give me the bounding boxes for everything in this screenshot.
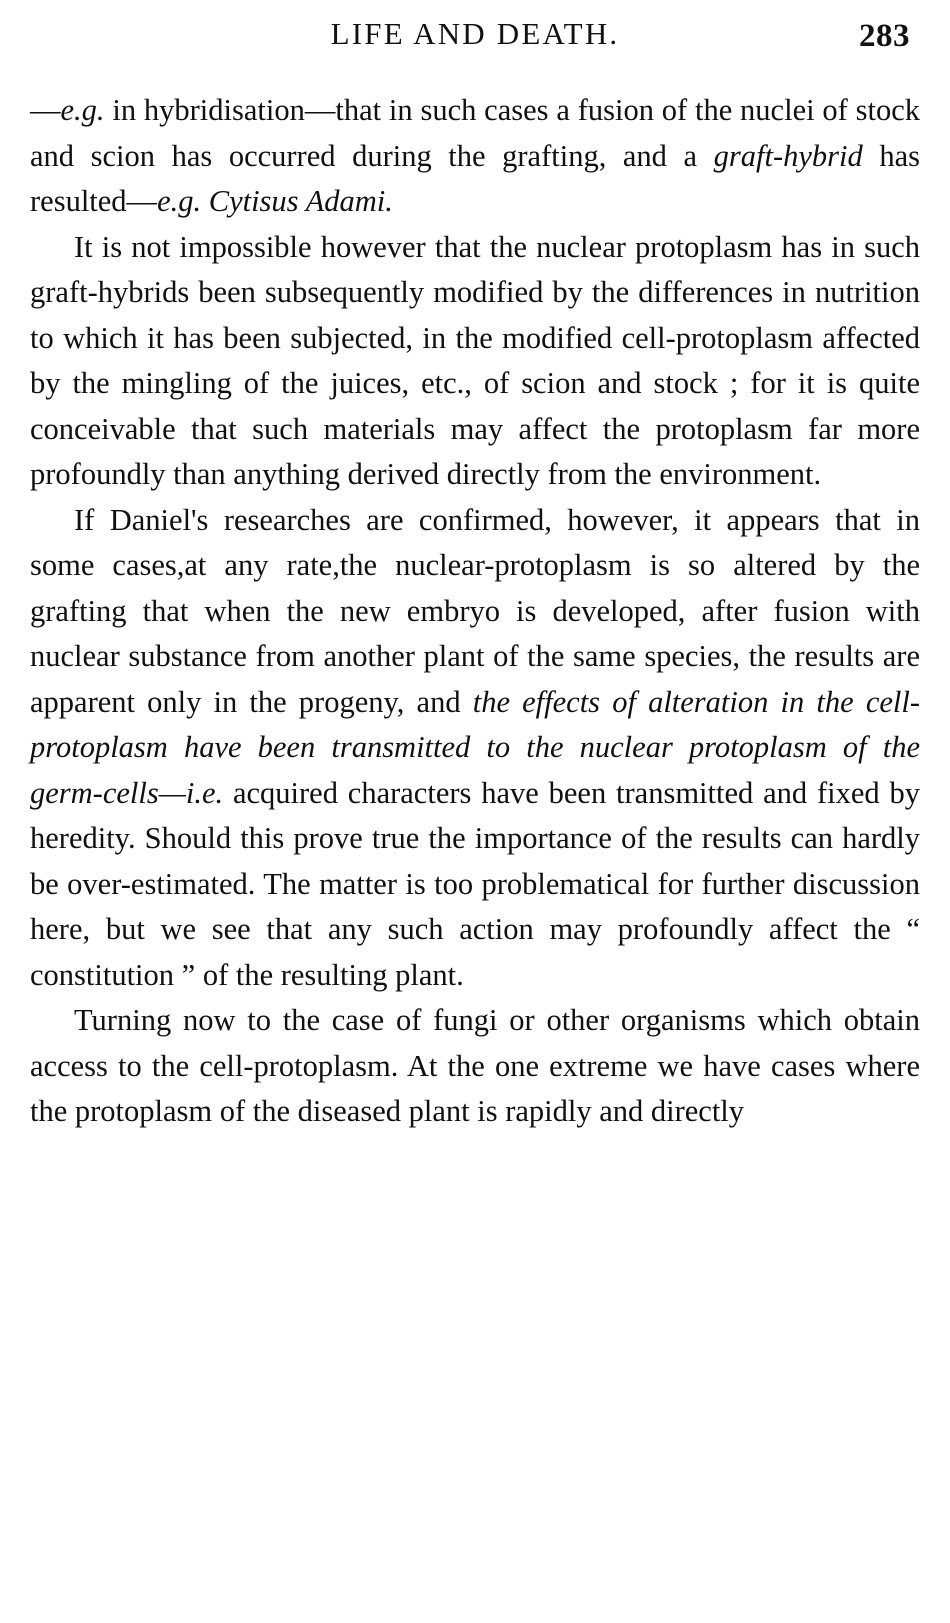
text-run: It is not impossible however that the nuclear protoplasm has in such graft-hybrids been subsequently modified by the differences in nutrition to which it has been subjected, in the modified cell-protoplasm affected by the mingling of the juices, etc., of scion and stock ; for it is quite conceivable that such materials may affect the protoplasm far more profoundly than anything derived directly from the environment. <box>30 229 920 491</box>
text-run: has resulted— <box>30 138 920 218</box>
paragraph <box>30 998 920 1135</box>
paragraph <box>30 498 920 999</box>
italic-run: e.g. Cytisus Adami. <box>157 184 393 218</box>
text-run: Turning now to the case of fungi or other organisms which obtain access to the cell-protoplasm. At the one extreme we have cases where the protoplasm of the diseased plant is rapidly and directly <box>30 1003 920 1128</box>
italic-run: the effects of alteration in the cell-protoplasm have been transmitted to the nuclear protoplasm of the germ-cells—i.e. <box>30 684 920 810</box>
page-header <box>36 16 914 70</box>
document-page <box>0 16 950 1623</box>
body-text <box>30 88 920 1135</box>
italic-run: e.g. <box>60 93 105 127</box>
paragraph <box>30 88 920 225</box>
paragraph <box>30 225 920 498</box>
running-title: LIFE AND DEATH. <box>330 16 620 51</box>
italic-run: graft-hybrid <box>713 138 863 173</box>
text-run: — <box>30 93 61 127</box>
text-run: If Daniel's researches are confirmed, however, it appears that in some cases,at any rate,the nuclear-protoplasm is so altered by the grafting that when the new embryo is developed, after fusion with nuclear substance from another plant of the same species, the results are apparent only in the progeny, and <box>30 502 920 719</box>
text-run: in hybridisation—that in such cases a fusion of the nuclei of stock and scion has occurred during the grafting, and a <box>30 93 920 173</box>
text-run: acquired characters have been transmitted and fixed by heredity. Should this prove true the importance of the results can hardly be over-estimated. The matter is too problematical for further discussion here, but we see that any such action may profoundly affect the “ constitution ” of the resulting plant. <box>30 775 920 992</box>
page-number: 283 <box>859 18 910 54</box>
